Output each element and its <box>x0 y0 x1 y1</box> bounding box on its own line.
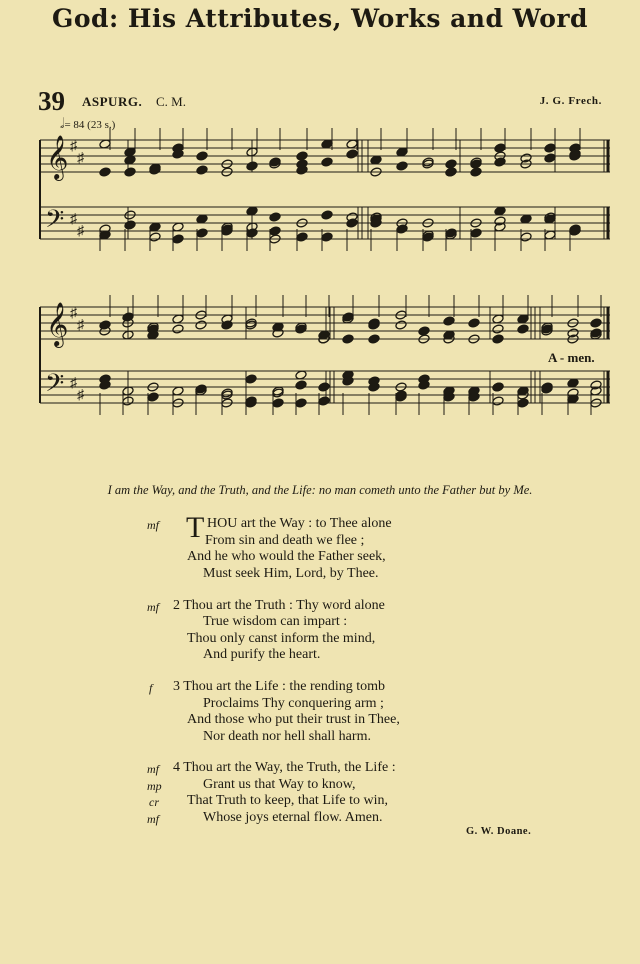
sharp-icon: ♯ <box>77 151 84 166</box>
sharp-icon: ♯ <box>77 224 84 239</box>
bass-clef-icon: 𝄢 <box>45 369 65 404</box>
notehead <box>318 382 330 392</box>
notehead <box>124 220 136 230</box>
page-title: God: His Attributes, Works and Word <box>51 4 589 33</box>
notehead <box>544 153 556 163</box>
verse-line: That Truth to keep, that Life to win, <box>187 793 389 808</box>
notehead <box>124 167 136 177</box>
treble-clef-icon: 𝄞 <box>46 135 69 179</box>
notehead <box>195 320 207 330</box>
notehead <box>196 151 208 161</box>
notehead <box>520 232 532 242</box>
verse-line: From sin and death we flee ; <box>205 533 365 548</box>
notehead <box>172 234 184 244</box>
notehead <box>245 374 257 384</box>
dynamic-marking: mf <box>147 518 159 532</box>
amen-lyric: A - men. <box>548 350 595 365</box>
verse-line: And those who put their trust in Thee, <box>187 712 400 727</box>
notehead <box>321 232 333 242</box>
notehead <box>172 324 184 334</box>
notehead <box>196 165 208 175</box>
sharp-icon: ♯ <box>70 139 77 154</box>
notehead <box>418 326 430 336</box>
notehead <box>296 151 308 161</box>
notehead <box>318 396 330 406</box>
notehead <box>269 226 281 236</box>
verse-line: Grant us that Way to know, <box>203 777 356 792</box>
notehead <box>517 324 529 334</box>
notehead <box>196 228 208 238</box>
notehead <box>295 398 307 408</box>
notehead <box>517 398 529 408</box>
notehead <box>149 232 161 242</box>
sharp-icon: ♯ <box>77 388 84 403</box>
verse-line: And he who would the Father seek, <box>187 549 386 564</box>
notehead <box>492 382 504 392</box>
sharp-icon: ♯ <box>70 376 77 391</box>
dynamic-marking: mp <box>147 779 162 793</box>
verse-line: 3 Thou art the Life : the rending tomb <box>173 679 386 694</box>
verse-line: Proclaims Thy conquering arm ; <box>203 696 384 711</box>
composer: J. G. Frech. <box>539 95 602 107</box>
notehead <box>246 161 258 171</box>
notehead <box>321 210 333 220</box>
notehead <box>494 143 506 153</box>
notehead <box>395 320 407 330</box>
hymn-number: 39 <box>38 86 65 116</box>
notehead <box>492 396 504 406</box>
hymn-author: G. W. Doane. <box>466 826 532 837</box>
dynamic-marking: mf <box>147 600 159 614</box>
sharp-icon: ♯ <box>77 318 84 333</box>
notehead <box>147 392 159 402</box>
notehead <box>296 232 308 242</box>
drop-cap: T <box>186 511 205 544</box>
notehead <box>443 316 455 326</box>
notehead <box>492 334 504 344</box>
verse-line: And purify the heart. <box>203 647 321 662</box>
notehead <box>445 159 457 169</box>
tune-name: ASPURG. <box>82 94 143 109</box>
notehead <box>470 167 482 177</box>
music-score <box>0 0 640 480</box>
notehead <box>295 380 307 390</box>
notehead <box>346 149 358 159</box>
bass-clef-icon: 𝄢 <box>45 205 65 240</box>
verse-line: Nor death nor hell shall harm. <box>203 729 371 744</box>
meter: C. M. <box>156 94 186 109</box>
verse-line: HOU art the Way : to Thee alone <box>207 516 392 531</box>
dynamic-marking: mf <box>147 812 159 826</box>
notehead <box>544 143 556 153</box>
notehead <box>321 157 333 167</box>
half-note-icon: 𝅗𝅥 <box>60 117 65 132</box>
sharp-icon: ♯ <box>70 306 77 321</box>
treble-clef-icon: 𝄞 <box>46 302 69 346</box>
notehead <box>396 161 408 171</box>
notehead <box>368 334 380 344</box>
dynamic-marking: mf <box>147 762 159 776</box>
verse-line: Whose joys eternal flow. Amen. <box>203 810 383 825</box>
verse-line: 4 Thou art the Way, the Truth, the Life : <box>173 760 396 775</box>
notehead <box>492 324 504 334</box>
notehead <box>470 228 482 238</box>
notehead <box>269 212 281 222</box>
tempo-text: = 84 (23 s.) <box>64 119 116 131</box>
notehead <box>99 167 111 177</box>
dynamic-marking: f <box>149 681 153 695</box>
verse-line: Thou only canst inform the mind, <box>187 631 376 646</box>
verse-line: True wisdom can impart : <box>203 614 348 629</box>
dynamic-marking: cr <box>149 795 159 809</box>
notehead <box>468 318 480 328</box>
notehead <box>590 318 602 328</box>
verse-line: Must seek Him, Lord, by Thee. <box>203 566 379 581</box>
notehead <box>445 167 457 177</box>
notehead <box>342 334 354 344</box>
verse-line: 2 Thou art the Truth : Thy word alone <box>173 598 385 613</box>
scripture-epigraph: I am the Way, and the Truth, and the Life: no man cometh unto the Father but by Me. <box>107 483 533 497</box>
notehead <box>272 398 284 408</box>
sharp-icon: ♯ <box>70 212 77 227</box>
